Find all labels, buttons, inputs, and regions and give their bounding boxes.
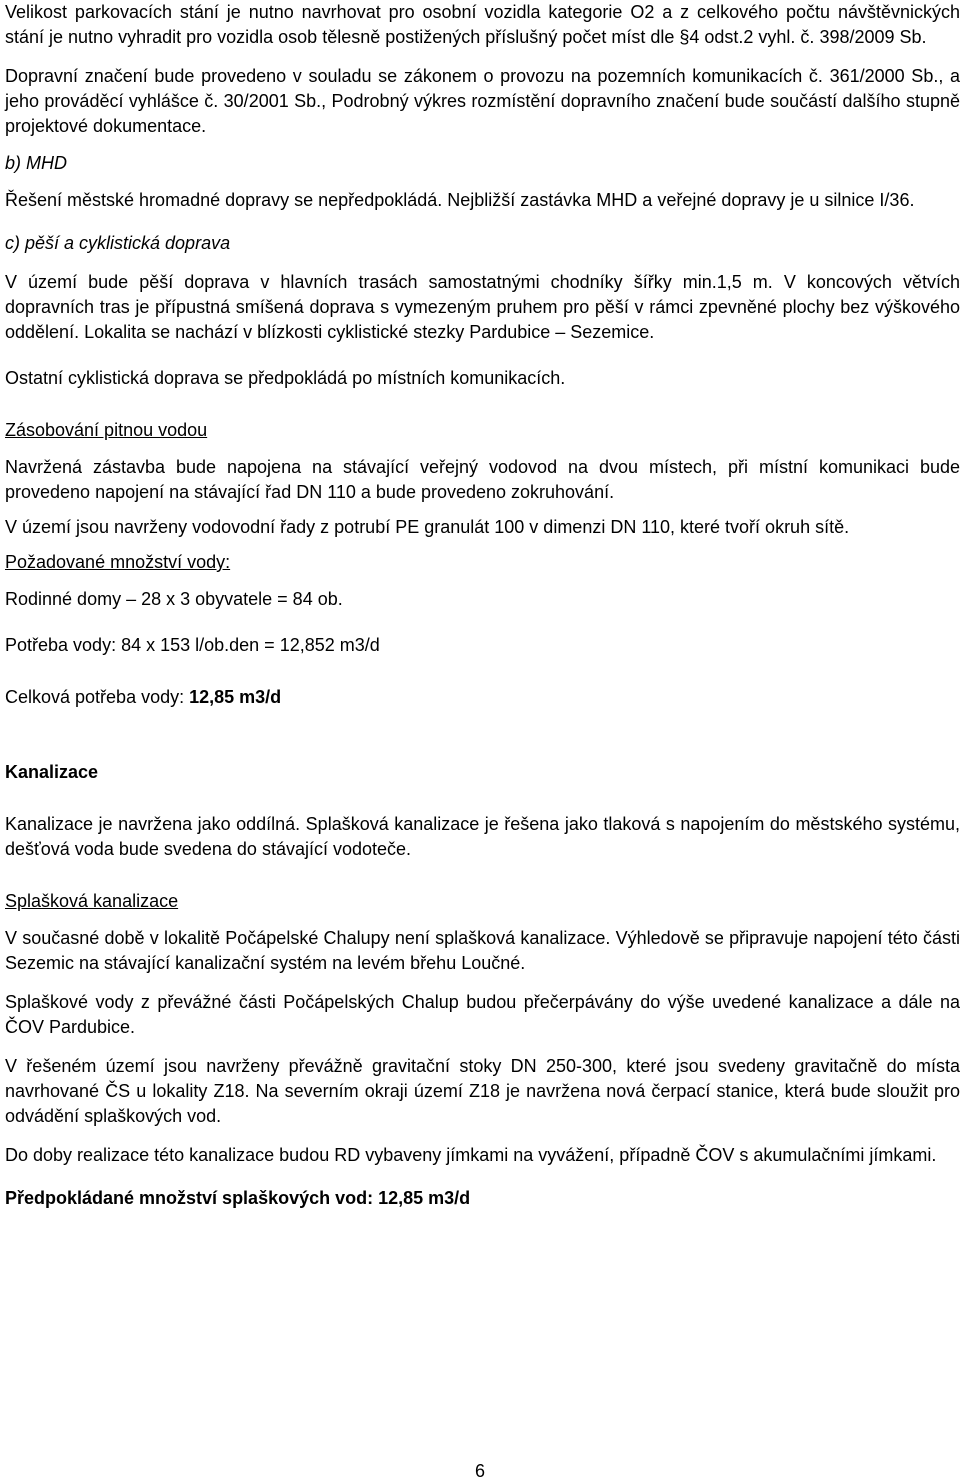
paragraph-water-demand: Potřeba vody: 84 x 153 l/ob.den = 12,852 m3/d	[5, 635, 380, 655]
document-page	[5, 0, 960, 1211]
paragraph-total-demand	[5, 685, 960, 710]
heading-pedestrian: c) pěší a cyklistická doprava	[5, 233, 231, 253]
paragraph-water-1: Navržená zástavba bude napojena na stávající veřejný vodovod na dvou místech, při místní komunikaci bude provedeno napojení na stávající řad DN 110 a bude provedeno zokruhování.	[5, 457, 960, 502]
paragraph-pedestrian: V území bude pěší doprava v hlavních trasách samostatnými chodníky šířky min.1,5 m. V koncových větvích dopravních tras je přípustná smíšená doprava s vymezeným pruhem pro pěší v rámci zpevněné plochy bez výškového oddělení. Lokalita se nachází v blízkosti cyklistické stezky Pardubice – Sezemice.	[5, 272, 960, 342]
paragraph-houses: Rodinné domy – 28 x 3 obyvatele = 84 ob.	[5, 589, 343, 609]
paragraph-sewer: Kanalizace je navržena jako oddílná. Splašková kanalizace je řešena jako tlaková s napojením do městského systému, dešťová voda bude svedena do stávající vodoteče.	[5, 814, 960, 859]
heading-water-amount: Požadované množství vody:	[5, 552, 231, 572]
heading-mhd: b) MHD	[5, 153, 67, 173]
heading-sewage-amount: Předpokládané množství splaškových vod: 12,85 m3/d	[5, 1188, 471, 1208]
heading-sewer: Kanalizace	[5, 762, 99, 782]
paragraph-sewage-2: Splaškové vody z převážné části Počápelských Chalup budou přečerpávány do výše uvedené kanalizace a dále na ČOV Pardubice.	[5, 992, 960, 1037]
paragraph-sewage-1: V současné době v lokalitě Počápelské Chalupy není splašková kanalizace. Výhledově se připravuje napojení této části Sezemic na stávající kanalizační systém na levém břehu Loučné.	[5, 928, 960, 973]
heading-sewage: Splašková kanalizace	[5, 891, 179, 911]
heading-water-supply: Zásobování pitnou vodou	[5, 420, 208, 440]
total-demand-value: 12,85 m3/d	[189, 687, 282, 707]
total-demand-label: Celková potřeba vody:	[5, 687, 190, 707]
paragraph-water-2: V území jsou navrženy vodovodní řady z potrubí PE granulát 100 v dimenzi DN 110, které tvoří okruh sítě.	[5, 517, 850, 537]
paragraph-mhd: Řešení městské hromadné dopravy se nepředpokládá. Nejbližší zastávka MHD a veřejné dopravy je u silnice I/36.	[5, 190, 915, 210]
page-number: 6	[474, 1461, 485, 1481]
paragraph-sewage-3: V řešeném území jsou navrženy převážně gravitační stoky DN 250-300, které jsou svedeny gravitačně do místa navrhované ČS u lokality Z18. Na severním okraji území Z18 je navržena nová čerpací stanice, která bude sloužit pro odvádění splaškových vod.	[5, 1056, 960, 1126]
paragraph-parking: Velikost parkovacích stání je nutno navrhovat pro osobní vozidla kategorie O2 a z celkového počtu návštěvnických stání je nutno vyhradit pro vozidla osob tělesně postižených příslušný počet míst dle §4 odst.2 vyhl. č. 398/2009 Sb.	[5, 2, 960, 47]
paragraph-signage: Dopravní značení bude provedeno v souladu se zákonem o provozu na pozemních komunikacích č. 361/2000 Sb., a jeho prováděcí vyhlášce č. 30/2001 Sb., Podrobný výkres rozmístění dopravního značení bude součástí dalšího stupně projektové dokumentace.	[5, 66, 960, 136]
paragraph-sewage-4: Do doby realizace této kanalizace budou RD vybaveny jímkami na vyvážení, případně ČOV s akumulačními jímkami.	[5, 1145, 937, 1165]
paragraph-cycling: Ostatní cyklistická doprava se předpokládá po místních komunikacích.	[5, 368, 566, 388]
